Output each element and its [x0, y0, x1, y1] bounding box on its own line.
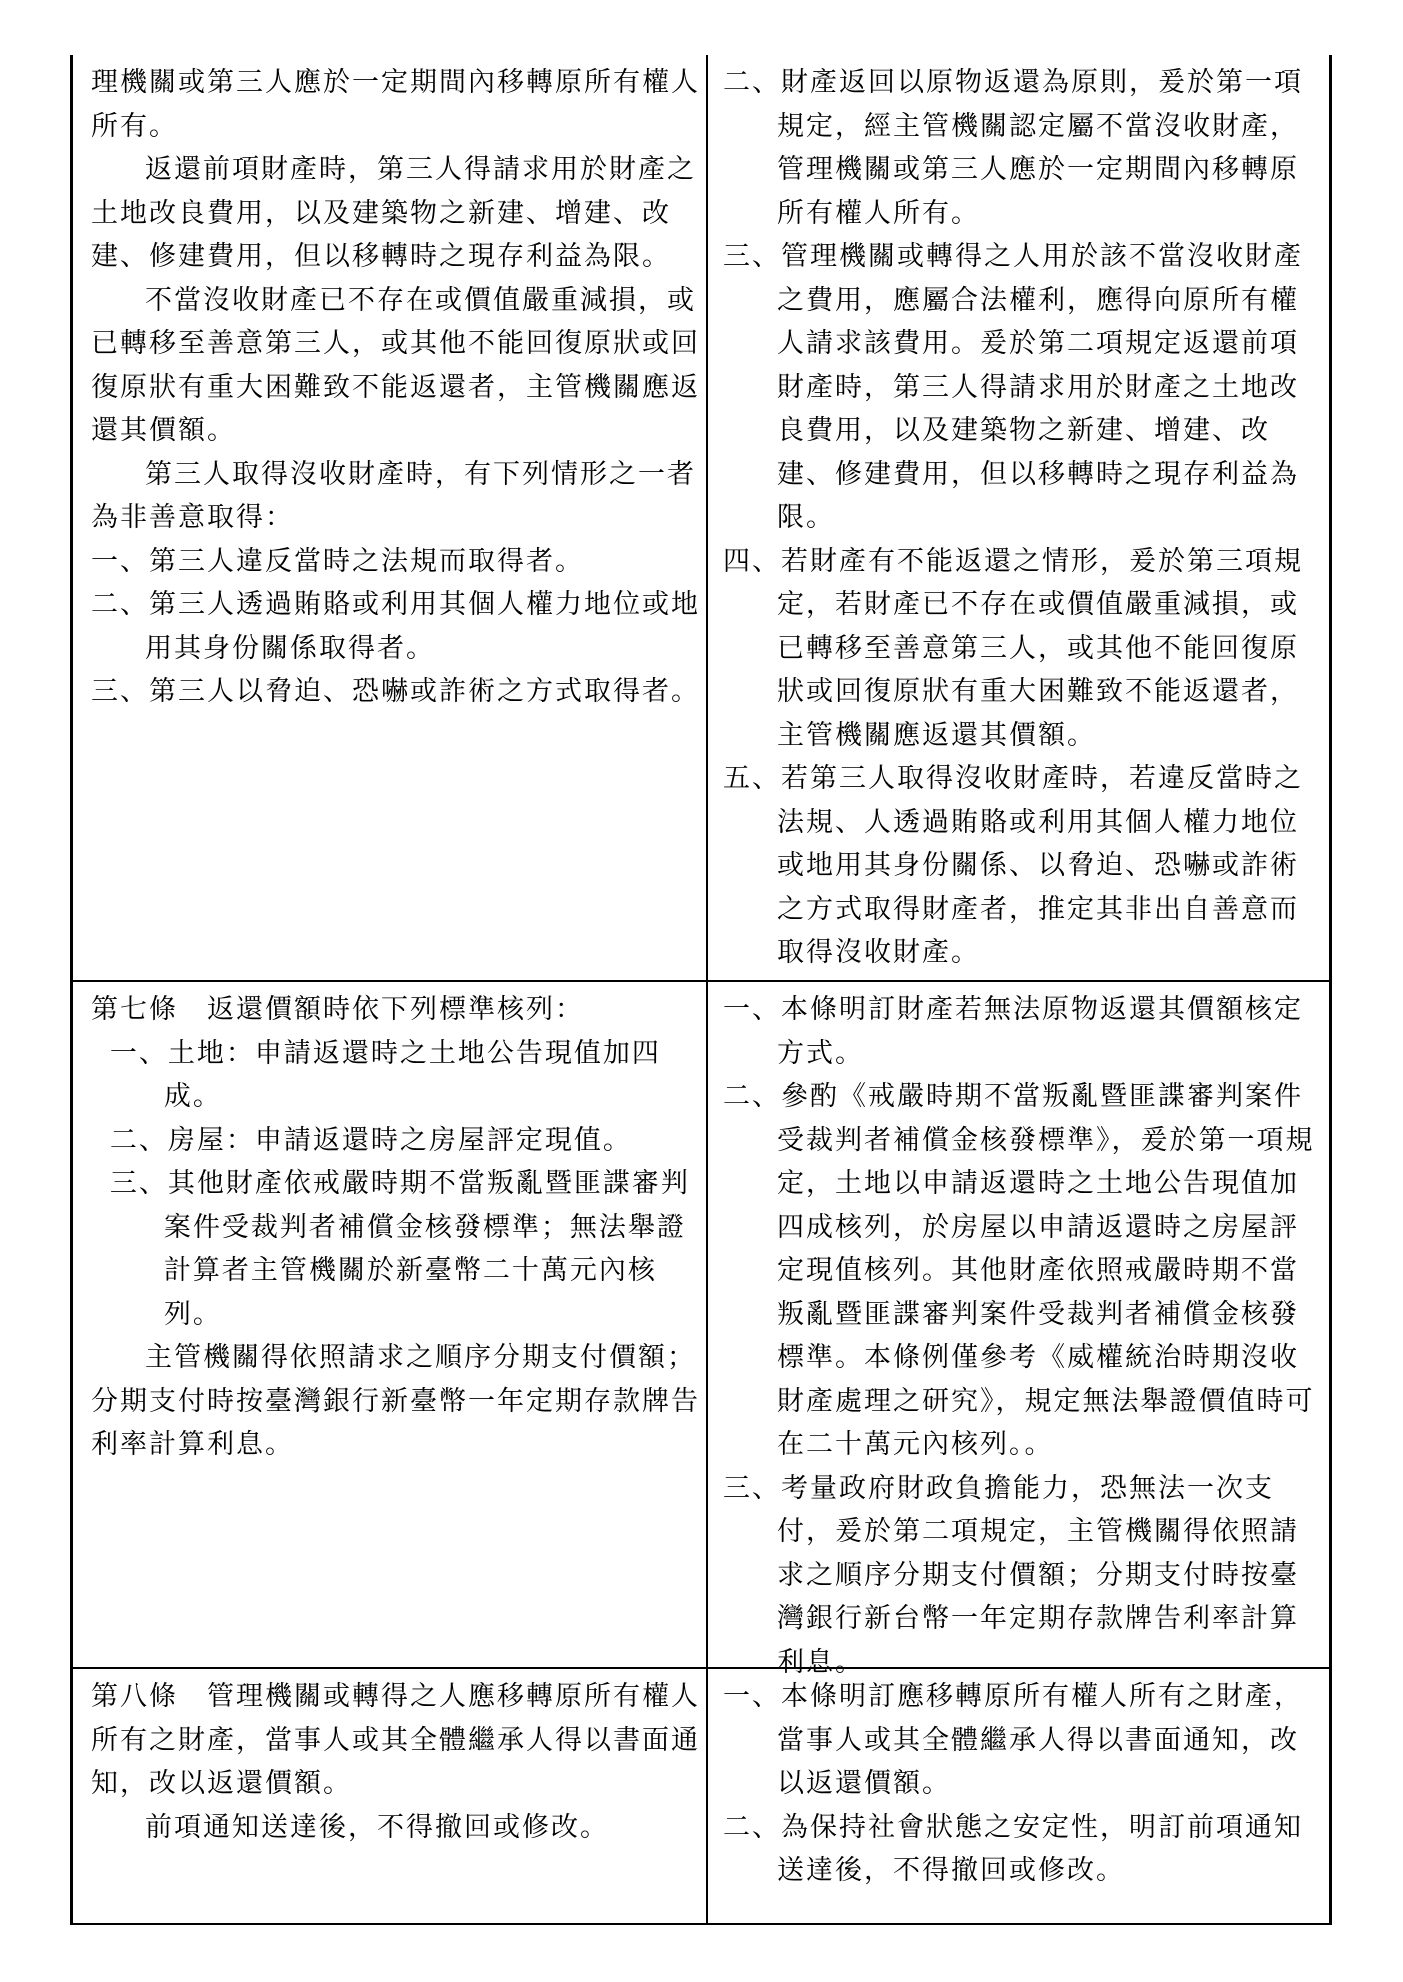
section2-right-cell: [723, 988, 1323, 1684]
list-item: 三、第三人以脅迫、恐嚇或詐術之方式取得者。: [91, 676, 700, 707]
explanation-item: 三、考量政府財政負擔能力，恐無法一次支付，爰於第二項規定，主管機關得依照請求之順序分期支付價額；分期支付時按臺灣銀行新台幣一年定期存款牌告利率計算利息。: [723, 1472, 1299, 1678]
explanation-item: 一、本條明訂應移轉原所有權人所有之財產，當事人或其全體繼承人得以書面通知，改以返還價額。: [723, 1681, 1303, 1799]
list-item: 二、第三人透過賄賂或利用其個人權力地位或地用其身份關係取得者。: [91, 589, 700, 664]
paragraph: 返還前項財產時，第三人得請求用於財產之土地改良費用，以及建築物之新建、增建、改建、修建費用，但以移轉時之現存利益為限。: [91, 154, 696, 272]
column-divider: [706, 55, 708, 1923]
explanation-item: 二、為保持社會狀態之安定性，明訂前項通知送達後，不得撤回或修改。: [723, 1811, 1303, 1886]
paragraph: 不當沒收財產已不存在或價值嚴重減損，或已轉移至善意第三人，或其他不能回復原狀或回復原狀有重大困難致不能返還者，主管機關應返還其價額。: [91, 284, 700, 446]
row-divider: [73, 980, 1329, 982]
comparison-table: [70, 55, 1332, 1925]
section3-right-cell: [723, 1675, 1323, 1893]
section1-right-cell: [723, 61, 1323, 975]
article-heading: 第七條 返還價額時依下列標準核列：: [91, 994, 584, 1025]
list-item: 二、房屋：申請返還時之房屋評定現值。: [109, 1124, 632, 1156]
section1-left-cell: [91, 61, 703, 714]
explanation-item: 三、管理機關或轉得之人用於該不當沒收財產之費用，應屬合法權利，應得向原所有權人請求該費用。爰於第二項規定返還前項財產時，第三人得請求用於財產之土地改良費用，以及建築物之新建、增建、改建、修建費用，但以移轉時之現存利益為限。: [723, 241, 1303, 533]
continuation-text: 理機關或第三人應於一定期間內移轉原所有權人所有。: [91, 67, 700, 142]
article-heading: 第八條 管理機關或轉得之人應移轉原所有權人所有之財產，當事人或其全體繼承人得以書面通知，改以返還價額。: [91, 1681, 700, 1799]
list-item: 一、第三人違反當時之法規而取得者。: [91, 545, 584, 577]
section3-left-cell: [91, 1675, 703, 1849]
paragraph: 第三人取得沒收財產時，有下列情形之一者為非善意取得：: [91, 458, 696, 533]
section2-left-cell: [91, 988, 703, 1467]
list-item: 一、土地：申請返還時之土地公告現值加四成。: [109, 1037, 661, 1112]
explanation-item: 一、本條明訂財產若無法原物返還其價額核定方式。: [723, 994, 1303, 1069]
list-item: 三、其他財產依戒嚴時期不當叛亂暨匪諜審判案件受裁判者補償金核發標準；無法舉證計算者主管機關於新臺幣二十萬元內核列。: [109, 1168, 690, 1330]
explanation-item: 五、若第三人取得沒收財產時，若違反當時之法規、人透過賄賂或利用其個人權力地位或地用其身份關係、以脅迫、恐嚇或詐術之方式取得財產者，推定其非出自善意而取得沒收財產。: [723, 763, 1303, 968]
paragraph: 主管機關得依照請求之順序分期支付價額；分期支付時按臺灣銀行新臺幣一年定期存款牌告利率計算利息。: [91, 1342, 700, 1460]
explanation-item: 二、參酌《戒嚴時期不當叛亂暨匪諜審判案件受裁判者補償金核發標準》，爰於第一項規定，土地以申請返還時之土地公告現值加四成核列，於房屋以申請返還時之房屋評定現值核列。其他財產依照戒嚴時期不當叛亂暨匪諜審判案件受裁判者補償金核發標準。本條例僅參考《威權統治時期沒收財產處理之研究》，規定無法舉證價值時可在二十萬元內核列。。: [723, 1081, 1315, 1460]
explanation-item: 四、若財產有不能返還之情形，爰於第三項規定，若財產已不存在或價值嚴重減損，或已轉移至善意第三人，或其他不能回復原狀或回復原狀有重大困難致不能返還者，主管機關應返還其價額。: [723, 545, 1303, 751]
paragraph: 前項通知送達後，不得撤回或修改。: [145, 1811, 609, 1843]
explanation-item: 二、財產返回以原物返還為原則，爰於第一項規定，經主管機關認定屬不當沒收財產，管理機關或第三人應於一定期間內移轉原所有權人所有。: [723, 67, 1303, 229]
